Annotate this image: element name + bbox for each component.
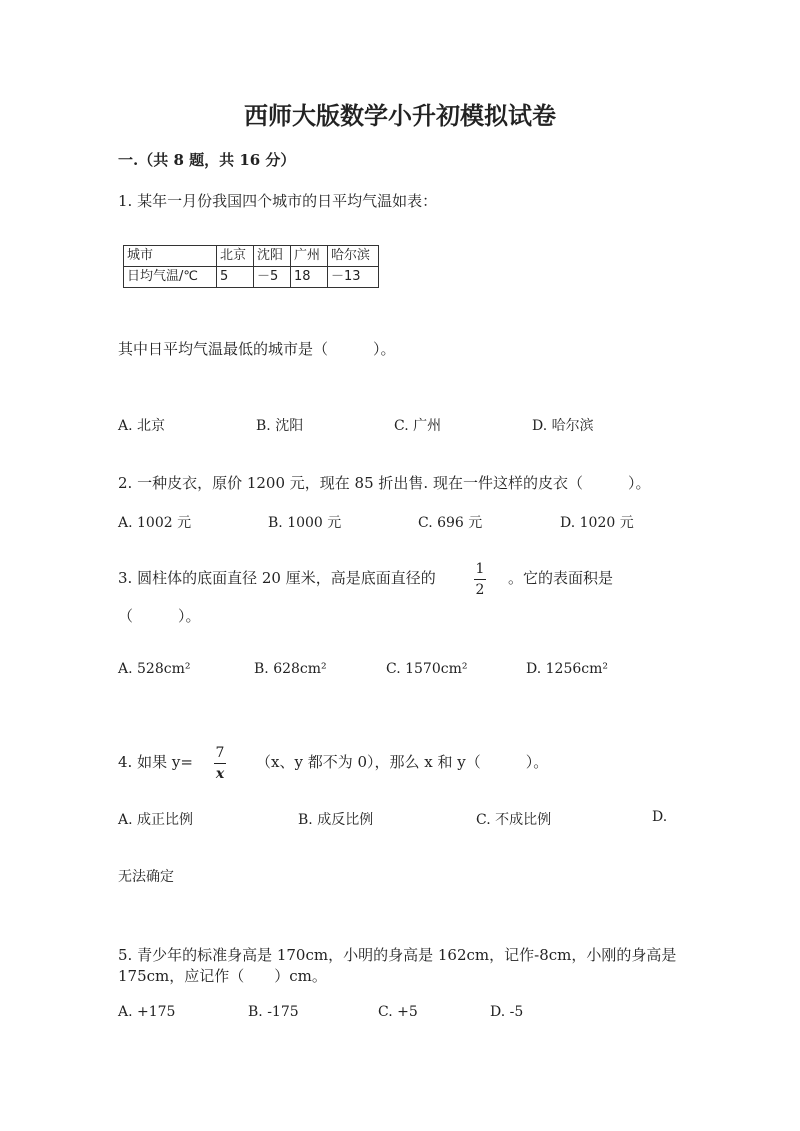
fraction-numerator: 7 (215, 745, 225, 761)
q5-option-c[interactable]: C. +5 (378, 1004, 418, 1020)
q2-option-b[interactable]: B. 1000 元 (268, 515, 342, 531)
q4-option-d-text[interactable]: 无法确定 (118, 869, 174, 885)
table-cell: 城市 (124, 246, 217, 267)
table-cell: 日均气温/℃ (124, 267, 217, 288)
page-title: 西师大版数学小升初模拟试卷 (244, 101, 556, 130)
q1-option-d[interactable]: D. 哈尔滨 (532, 418, 594, 434)
question-3-stem: 3. 圆柱体的底面直径 20 厘米，高是底面直径的 (118, 569, 436, 587)
section-header: 一.（共 8 题，共 16 分） (118, 151, 296, 169)
q5-option-b[interactable]: B. -175 (248, 1004, 299, 1020)
fraction-one-half (474, 561, 486, 598)
table-cell: 哈尔滨 (328, 246, 379, 267)
question-1-prompt: 其中日平均气温最低的城市是（ ）。 (118, 340, 396, 358)
fraction-seven-over-x (214, 745, 226, 782)
q1-option-b[interactable]: B. 沈阳 (256, 418, 304, 434)
fraction-numerator: 1 (475, 561, 485, 577)
question-3-stem-end: 。它的表面积是 (508, 569, 614, 587)
table-cell: 18 (291, 267, 328, 288)
q3-option-d[interactable]: D. 1256cm² (526, 661, 608, 677)
table-cell: 5 (217, 267, 254, 288)
fraction-denominator: x (215, 766, 225, 782)
q4-option-c[interactable]: C. 不成比例 (476, 812, 552, 828)
question-2-stem: 2. 一种皮衣，原价 1200 元，现在 85 折出售. 现在一件这样的皮衣（ ）。 (118, 474, 651, 492)
question-5-stem: 5. 青少年的标准身高是 170cm，小明的身高是 162cm，记作-8cm，小刚的身高是 (118, 946, 677, 964)
q2-option-a[interactable]: A. 1002 元 (118, 515, 192, 531)
table-cell: 沈阳 (254, 246, 291, 267)
q4-option-a[interactable]: A. 成正比例 (118, 812, 194, 828)
fraction-denominator: 2 (475, 582, 485, 598)
question-4-stem-end: （x、y 都不为 0），那么 x 和 y（ ）。 (256, 753, 549, 771)
question-1-stem: 1. 某年一月份我国四个城市的日平均气温如表： (118, 192, 438, 210)
temperature-table (123, 245, 379, 288)
question-3-answer-blank: （ ）。 (118, 607, 201, 625)
fraction-bar (214, 763, 226, 764)
table-header-row (124, 246, 379, 267)
table-cell: －5 (254, 267, 291, 288)
q4-option-b[interactable]: B. 成反比例 (298, 812, 374, 828)
table-cell: 北京 (217, 246, 254, 267)
fraction-bar (474, 579, 486, 580)
q2-option-d[interactable]: D. 1020 元 (560, 515, 634, 531)
q2-option-c[interactable]: C. 696 元 (418, 515, 483, 531)
table-cell: 广州 (291, 246, 328, 267)
q1-option-c[interactable]: C. 广州 (394, 418, 442, 434)
question-5-stem-cont: 175cm，应记作（ ）cm。 (118, 967, 327, 985)
q5-option-a[interactable]: A. +175 (118, 1004, 176, 1020)
q4-option-d[interactable]: D. (652, 809, 668, 825)
q1-option-a[interactable]: A. 北京 (118, 418, 166, 434)
q3-option-a[interactable]: A. 528cm² (118, 661, 191, 677)
q5-option-d[interactable]: D. -5 (490, 1004, 524, 1020)
table-cell: －13 (328, 267, 379, 288)
q3-option-b[interactable]: B. 628cm² (254, 661, 327, 677)
table-row (124, 267, 379, 288)
question-4-stem: 4. 如果 y= (118, 753, 193, 771)
q3-option-c[interactable]: C. 1570cm² (386, 661, 468, 677)
